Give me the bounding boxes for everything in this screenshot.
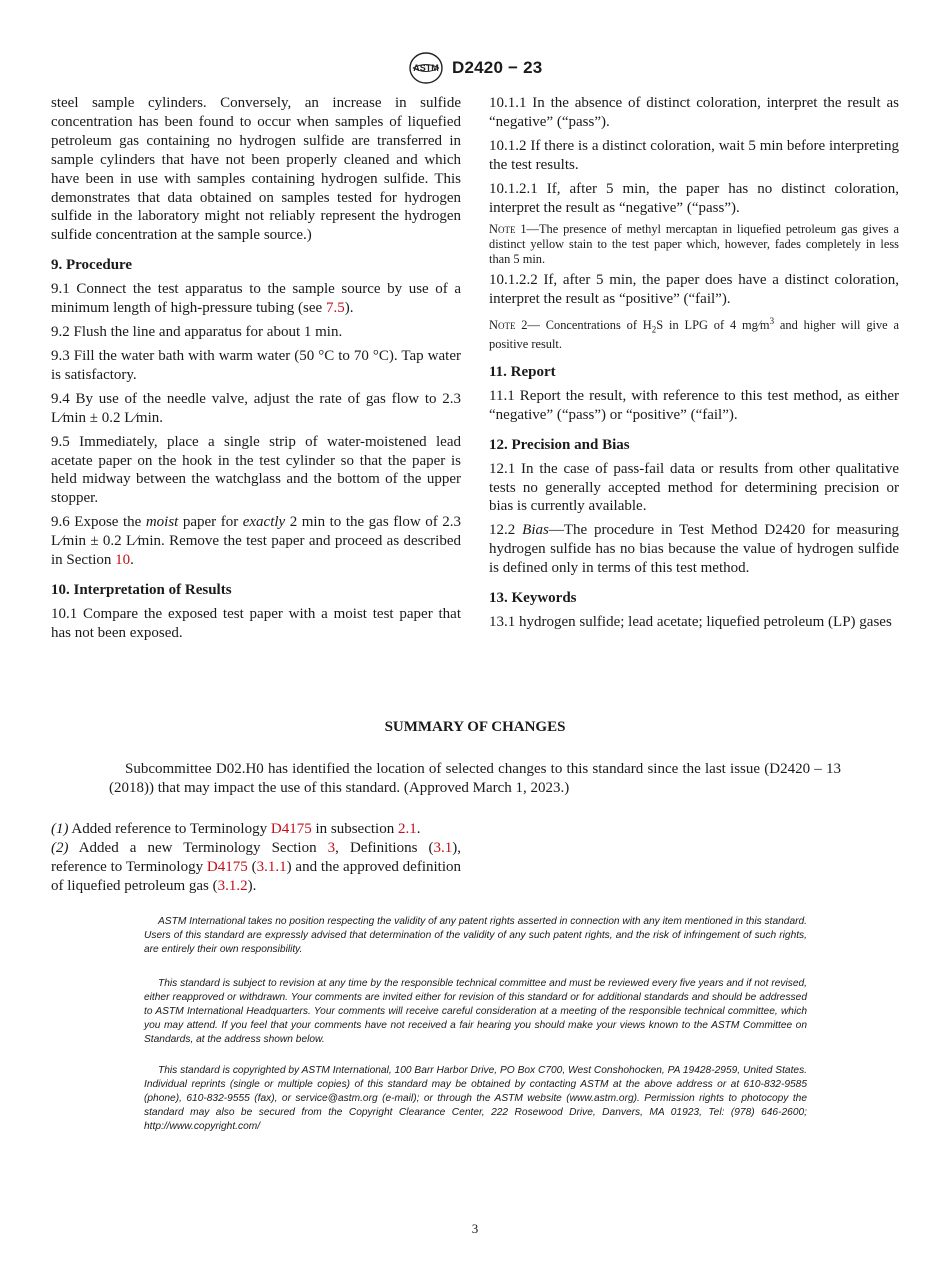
link-d4175-2[interactable]: D4175 bbox=[206, 858, 248, 875]
change-item-2: (2) Added a new Terminology Section 3, Definitions (3.1), reference to Terminology D4175 (3.1.1) and the approved definition of liquefied petroleum gas (3.1.2). bbox=[51, 839, 461, 894]
paragraph-13-1: 13.1 hydrogen sulfide; lead acetate; liquefied petroleum (LP) gases bbox=[489, 614, 892, 631]
standard-designation: D2420 − 23 bbox=[452, 58, 543, 77]
paragraph-10-1-2-1: 10.1.2.1 If, after 5 min, the paper has no distinct coloration, interpret the result as “negative” (“pass”). bbox=[489, 180, 899, 216]
link-d4175[interactable]: D4175 bbox=[270, 821, 312, 837]
paragraph-9-2: 9.2 Flush the line and apparatus for about 1 min. bbox=[51, 324, 343, 341]
paragraph-10-1-2-2: 10.1.2.2 If, after 5 min, the paper does have a distinct coloration, interpret the result as “positive” (“fail”). bbox=[489, 272, 899, 308]
paragraph-10-1-1: 10.1.1 In the absence of distinct coloration, interpret the result as “negative” (“pass”). bbox=[489, 95, 899, 130]
paragraph-9-1: 9.1 Connect the test apparatus to the sample source by use of a minimum length of high-pressure tubing (see 7.5). bbox=[51, 281, 461, 317]
astm-logo-icon bbox=[409, 52, 443, 84]
link-7-5[interactable]: 7.5 bbox=[325, 300, 345, 317]
changes-list bbox=[51, 820, 461, 896]
note-2: Note 2— Concentrations of $H_2S$ in LPG of 4 $mg⁄m^3$ and higher will give a positive result. bbox=[489, 316, 900, 352]
paragraph-intro: steel sample cylinders. Conversely, an increase in sulfide concentration has been found to occur when samples of liquefied petroleum gas containing no hydrogen sulfide are transferred in sample cylinders that have not been properly cleaned and which have been in use with samples containing hydrogen sulfide. This demonstrates that data obtained on samples tested for hydrogen sulfide in the laboratory might not reliably represent the hydrogen sulfide concentration at the sample source.) bbox=[51, 95, 461, 244]
paragraph-9-6: 9.6 Expose the moist paper for exactly 2 min to the gas flow of 2.3 L⁄min ± 0.2 L⁄min. Remove the test paper and proceed as described in Section 10. bbox=[51, 514, 461, 569]
paragraph-11-1: 11.1 Report the result, with reference to this test method, as either “negative” (“pass”) or “positive” (“fail”). bbox=[489, 387, 899, 423]
paragraph-10-1-2: 10.1.2 If there is a distinct coloration, wait 5 min before interpreting the test results. bbox=[489, 137, 899, 173]
link-3-1[interactable]: 3.1 bbox=[433, 839, 453, 856]
link-3-1-2[interactable]: 3.1.2 bbox=[217, 877, 248, 894]
summary-title: SUMMARY OF CHANGES bbox=[384, 719, 566, 735]
disclaimer-patent: ASTM International takes no position respecting the validity of any patent rights asserted in connection with any item mentioned in this standard. Users of this standard are expressly advised that determination of the validity of any such patent rights, and the risk of infringement of such rights, are entirely their own responsibility. bbox=[144, 916, 807, 955]
disclaimer-copyright: This standard is copyrighted by ASTM International, 100 Barr Harbor Drive, PO Box C700, West Conshohocken, PA 19428-2959, United States. Individual reprints (single or multiple copies) of this standard may be obtained by contacting ASTM at the above address or at 610-832-9585 (phone), 610-832-9555 (fax), or service@astm.org (e-mail); or through the ASTM website (www.astm.org). Permission rights to photocopy the standard may also be secured from the Copyright Clearance Center, 222 Rosewood Drive, Danvers, MA 01923, Tel: (978) 646-2600; http://www.copyright.com/ bbox=[144, 1065, 807, 1132]
page-number: 3 bbox=[471, 1221, 479, 1236]
note-1: Note 1—The presence of methyl mercaptan in liquefied petroleum gas gives a distinct yellow stain to the test paper which, however, fades completely in less than 5 min. bbox=[489, 222, 899, 266]
link-section-3[interactable]: 3 bbox=[327, 839, 336, 856]
paragraph-9-4: 9.4 By use of the needle valve, adjust the rate of gas flow to 2.3 L⁄min ± 0.2 L⁄min. bbox=[51, 390, 461, 426]
svg-text:ASTM: ASTM bbox=[413, 63, 439, 73]
paragraph-9-3: 9.3 Fill the water bath with warm water (50 °C to 70 °C). Tap water is satisfactory. bbox=[51, 347, 461, 383]
disclaimer-revision: This standard is subject to revision at any time by the responsible technical committee and must be reviewed every five years and if not revised, either reapproved or withdrawn. Your comments are invited either for revision of this standard or for additional standards and should be addressed to ASTM International Headquarters. Your comments will receive careful consideration at a meeting of the responsible technical committee, which you may attend. If you feel that your comments have not received a fair hearing you should make your views known to the ASTM Committee on Standards, at the address shown below. bbox=[144, 978, 807, 1045]
paragraph-10-1: 10.1 Compare the exposed test paper with a moist test paper that has not been exposed. bbox=[51, 605, 461, 641]
section-9-heading: 9. Procedure bbox=[51, 257, 133, 274]
link-3-1-1[interactable]: 3.1.1 bbox=[256, 858, 287, 875]
section-13-heading: 13. Keywords bbox=[489, 590, 577, 607]
left-column bbox=[51, 94, 461, 648]
paragraph-12-1: 12.1 In the case of pass-fail data or results from other qualitative tests no generally accepted method for determining precision or bias is currently available. bbox=[489, 460, 899, 515]
page-header bbox=[0, 52, 950, 84]
summary-intro: Subcommittee D02.H0 has identified the location of selected changes to this standard since the last issue (D2420 – 13 (2018)) that may impact the use of this standard. (Approved March 1, 2023.) bbox=[109, 761, 841, 796]
link-2-1[interactable]: 2.1 bbox=[397, 821, 417, 837]
paragraph-12-2: 12.2 Bias—The procedure in Test Method D2420 for measuring hydrogen sulfide has no bias because the value of hydrogen sulfide is defined only in terms of this test method. bbox=[489, 522, 900, 577]
link-section-10[interactable]: 10 bbox=[115, 552, 131, 569]
paragraph-9-5: 9.5 Immediately, place a single strip of water-moistened lead acetate paper on the hook in the test cylinder so that the paper is held midway between the watchglass and the bottom of the upper stopper. bbox=[51, 433, 461, 507]
right-column bbox=[489, 94, 899, 637]
section-10-heading: 10. Interpretation of Results bbox=[51, 581, 232, 598]
change-item-1: (1) Added reference to Terminology D4175 in subsection 2.1. bbox=[51, 821, 421, 837]
section-12-heading: 12. Precision and Bias bbox=[489, 436, 630, 453]
section-11-heading: 11. Report bbox=[489, 363, 556, 380]
